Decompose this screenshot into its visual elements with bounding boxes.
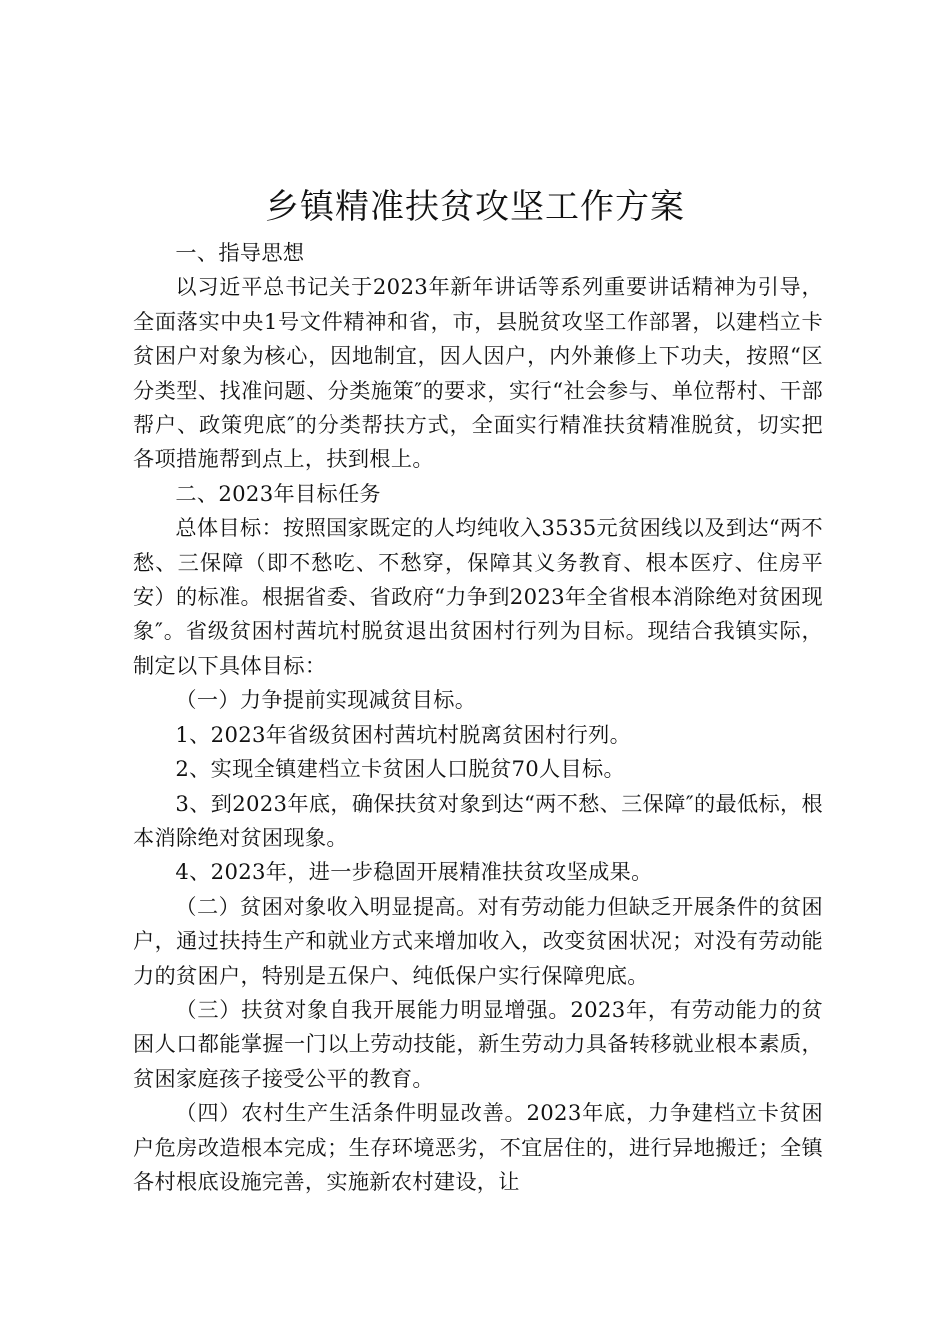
list-item-2: 2、实现全镇建档立卡贫困人口脱贫70人目标。 (175, 756, 625, 782)
list-item-3: 3、到2023年底，确保扶贫对象到达“两不愁、三保障″的最低标，根本消除绝对贫困现象。 (133, 790, 823, 850)
paragraph-living-conditions: （四）农村生产生活条件明显改善。2023年底，力争建档立卡贫困户危房改造根本完成；生存环境恶劣，不宜居住的，进行异地搬迁；全镇各村根底设施完善，实施新农村建设，让 (133, 1100, 823, 1194)
list-item-4: 4、2023年，进一步稳固开展精准扶贫攻坚成果。 (175, 859, 653, 885)
document-body (133, 236, 823, 1199)
paragraph-self-development: （三）扶贫对象自我开展能力明显增强。2023年，有劳动能力的贫困人口都能掌握一门以上劳动技能，新生劳动力具备转移就业根本素质，贫困家庭孩子接受公平的教育。 (133, 996, 823, 1091)
paragraph-guiding-ideology: 以习近平总书记关于2023年新年讲话等系列重要讲话精神为引导，全面落实中央1号文件精神和省，市，县脱贫攻坚工作部署，以建档立卡贫困户对象为核心，因地制宜，因人因户，内外兼修上下功夫，按照“区分类型、找准问题、分类施策″的要求，实行“社会参与、单位帮村、干部帮户、政策兜底″的分类帮扶方式，全面实行精准扶贫精准脱贫，切实把各项措施帮到点上，扶到根上。 (133, 274, 823, 472)
paragraph-income-increase: （二）贫困对象收入明显提高。对有劳动能力但缺乏开展条件的贫困户，通过扶持生产和就业方式来增加收入，改变贫困状况；对没有劳动能力的贫困户，特别是五保户、纯低保户实行保障兜底。 (133, 893, 823, 988)
section-heading-targets: 二、2023年目标任务 (175, 480, 381, 506)
paragraph-overall-goal: 总体目标：按照国家既定的人均纯收入3535元贫困线以及到达“两不愁、三保障（即不愁吃、不愁穿，保障其义务教育、根本医疗、住房平安）的标准。根据省委、省政府“力争到2023年全省根本消除绝对贫困现象″。省级贫困村茜坑村脱贫退出贫困村行列为目标。现结合我镇实际，制定以下具体目标： (133, 515, 823, 678)
document-title: 乡镇精准扶贫攻坚工作方案 (265, 187, 685, 227)
subheading-poverty-reduction: （一）力争提前实现减贫目标。 (175, 687, 477, 713)
section-heading-guiding-ideology: 一、指导思想 (175, 240, 305, 265)
list-item-1: 1、2023年省级贫困村茜坑村脱离贫困村行列。 (175, 721, 632, 747)
